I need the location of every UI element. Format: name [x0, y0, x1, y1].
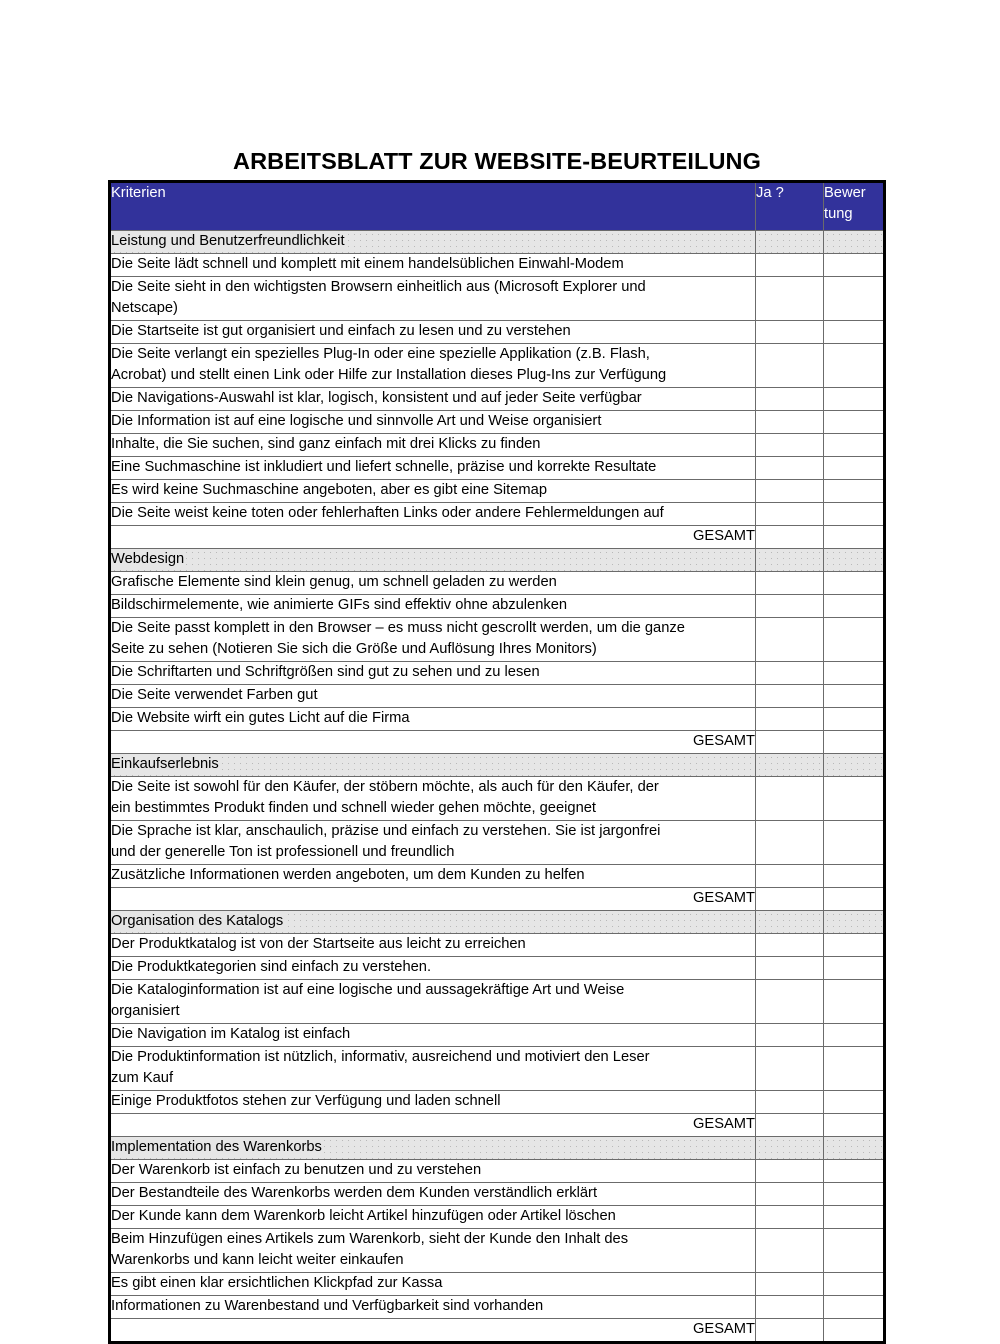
yes-answer-cell[interactable]	[756, 934, 824, 957]
yes-answer-cell[interactable]	[756, 957, 824, 980]
rating-cell[interactable]	[824, 911, 885, 934]
rating-cell[interactable]	[824, 934, 885, 957]
table-body	[110, 231, 885, 1343]
table-row	[110, 549, 885, 572]
criterion-cell	[110, 934, 756, 957]
section-header-cell	[110, 231, 756, 254]
criterion-cell	[110, 388, 756, 411]
yes-answer-cell[interactable]	[756, 888, 824, 911]
criterion-text-line: Eine Suchmaschine ist inkludiert und liefert schnelle, präzise und korrekte Resultate	[111, 459, 657, 475]
table-row	[110, 1206, 885, 1229]
criterion-cell	[110, 777, 756, 821]
criterion-text-line: Die Navigations-Auswahl ist klar, logisch, konsistent und auf jeder Seite verfügbar	[111, 390, 642, 406]
criterion-text-line: Die Website wirft ein gutes Licht auf die Firma	[111, 710, 410, 726]
criterion-cell	[110, 685, 756, 708]
table-row	[110, 344, 885, 388]
criterion-text-line: organisiert	[111, 1002, 180, 1019]
yes-answer-cell[interactable]	[756, 618, 824, 662]
rating-cell[interactable]	[824, 231, 885, 254]
criterion-text-line: Die Startseite ist gut organisiert und einfach zu lesen und zu verstehen	[111, 323, 571, 339]
criterion-cell	[110, 254, 756, 277]
table-row	[110, 662, 885, 685]
criterion-cell	[110, 1273, 756, 1296]
criterion-cell	[110, 957, 756, 980]
criterion-text-line: Der Kunde kann dem Warenkorb leicht Artikel hinzufügen oder Artikel löschen	[111, 1208, 616, 1224]
criterion-text-line: Die Seite verwendet Farben gut	[111, 687, 318, 703]
criterion-text-line: Die Seite passt komplett in den Browser – es muss nicht gescrollt werden, um die ganze	[111, 620, 685, 636]
criterion-text-line: Grafische Elemente sind klein genug, um schnell geladen zu werden	[111, 574, 557, 590]
criterion-cell	[110, 1229, 756, 1273]
criterion-cell	[110, 503, 756, 526]
table-row	[110, 1296, 885, 1319]
table-row	[110, 595, 885, 618]
yes-answer-cell[interactable]	[756, 1319, 824, 1343]
yes-answer-cell[interactable]	[756, 662, 824, 685]
table-row	[110, 277, 885, 321]
table-row	[110, 934, 885, 957]
yes-answer-cell[interactable]	[756, 231, 824, 254]
yes-answer-cell[interactable]	[756, 911, 824, 934]
criterion-text-line: Seite zu sehen (Notieren Sie sich die Größe und Auflösung Ihres Monitors)	[111, 640, 597, 657]
section-header-cell	[110, 1137, 756, 1160]
criterion-cell	[110, 662, 756, 685]
rating-cell[interactable]	[824, 595, 885, 618]
yes-answer-cell[interactable]	[756, 277, 824, 321]
criterion-cell	[110, 1091, 756, 1114]
yes-answer-cell[interactable]	[756, 344, 824, 388]
criterion-cell	[110, 708, 756, 731]
rating-cell[interactable]	[824, 1091, 885, 1114]
criterion-text-line: Informationen zu Warenbestand und Verfügbarkeit sind vorhanden	[111, 1298, 544, 1314]
rating-cell[interactable]	[824, 1114, 885, 1137]
table-row	[110, 231, 885, 254]
criterion-text-line: zum Kauf	[111, 1069, 174, 1086]
criterion-text-line: Die Schriftarten und Schriftgrößen sind gut zu sehen und zu lesen	[111, 664, 540, 680]
rating-cell[interactable]	[824, 1229, 885, 1273]
table-row	[110, 254, 885, 277]
rating-cell[interactable]	[824, 821, 885, 865]
yes-answer-cell[interactable]	[756, 754, 824, 777]
yes-answer-cell[interactable]	[756, 1114, 824, 1137]
criterion-text-line: Es gibt einen klar ersichtlichen Klickpfad zur Kassa	[111, 1275, 443, 1291]
rating-cell[interactable]	[824, 411, 885, 434]
yes-answer-cell[interactable]	[756, 549, 824, 572]
rating-cell[interactable]	[824, 685, 885, 708]
yes-answer-cell[interactable]	[756, 254, 824, 277]
criterion-cell	[110, 411, 756, 434]
criterion-text-line: Die Produktkategorien sind einfach zu verstehen.	[111, 959, 432, 975]
criterion-cell	[110, 1206, 756, 1229]
rating-cell[interactable]	[824, 321, 885, 344]
criterion-cell	[110, 1183, 756, 1206]
section-header-cell	[110, 911, 756, 934]
table-row	[110, 888, 885, 911]
rating-cell[interactable]	[824, 1183, 885, 1206]
yes-answer-cell[interactable]	[756, 1047, 824, 1091]
table-row	[110, 754, 885, 777]
yes-answer-cell[interactable]	[756, 777, 824, 821]
table-row	[110, 434, 885, 457]
yes-answer-cell[interactable]	[756, 1137, 824, 1160]
table-row	[110, 1047, 885, 1091]
yes-answer-cell[interactable]	[756, 1229, 824, 1273]
criterion-text-line: GESAMT	[692, 890, 755, 906]
yes-answer-cell[interactable]	[756, 457, 824, 480]
yes-answer-cell[interactable]	[756, 480, 824, 503]
rating-cell[interactable]	[824, 503, 885, 526]
criterion-text-line: Die Seite lädt schnell und komplett mit einem handelsüblichen Einwahl-Modem	[111, 256, 624, 272]
rating-cell[interactable]	[824, 434, 885, 457]
criterion-cell	[110, 480, 756, 503]
rating-cell[interactable]	[824, 344, 885, 388]
rating-cell[interactable]	[824, 865, 885, 888]
criterion-text-line: Inhalte, die Sie suchen, sind ganz einfach mit drei Klicks zu finden	[111, 436, 541, 452]
table-row	[110, 1273, 885, 1296]
table-row	[110, 1114, 885, 1137]
yes-answer-cell[interactable]	[756, 731, 824, 754]
criterion-cell	[110, 277, 756, 321]
rating-cell[interactable]	[824, 277, 885, 321]
criterion-text-line: Die Sprache ist klar, anschaulich, präzise und einfach zu verstehen. Sie ist jargonfrei	[111, 823, 661, 839]
column-header-rating	[824, 182, 885, 231]
table-row	[110, 731, 885, 754]
criterion-cell	[110, 980, 756, 1024]
rating-cell[interactable]	[824, 457, 885, 480]
criterion-text-line: GESAMT	[692, 1116, 755, 1132]
rating-cell[interactable]	[824, 980, 885, 1024]
criterion-text-line: Webdesign	[111, 549, 186, 570]
criterion-cell	[110, 595, 756, 618]
column-header-rating-line1: Bewer	[824, 185, 866, 201]
criterion-text-line: Zusätzliche Informationen werden angeboten, um dem Kunden zu helfen	[111, 867, 585, 883]
table-row	[110, 777, 885, 821]
table-row	[110, 821, 885, 865]
criterion-text-line: Acrobat) und stellt einen Link oder Hilfe zur Installation dieses Plug-Ins zur Verfügung	[111, 366, 667, 383]
header-row	[110, 182, 885, 231]
table-row	[110, 388, 885, 411]
table-row	[110, 1229, 885, 1273]
rating-cell[interactable]	[824, 708, 885, 731]
table-row	[110, 1319, 885, 1343]
rating-cell[interactable]	[824, 1047, 885, 1091]
table-header	[110, 182, 885, 231]
yes-answer-cell[interactable]	[756, 572, 824, 595]
total-label-cell	[110, 1114, 756, 1137]
total-label-cell	[110, 731, 756, 754]
criterion-text-line: GESAMT	[692, 1321, 755, 1337]
rating-cell[interactable]	[824, 1024, 885, 1047]
yes-answer-cell[interactable]	[756, 1296, 824, 1319]
criterion-text-line: Leistung und Benutzerfreundlichkeit	[111, 231, 347, 252]
criterion-cell	[110, 1047, 756, 1091]
criterion-text-line: Die Seite sieht in den wichtigsten Browsern einheitlich aus (Microsoft Explorer und	[111, 279, 646, 295]
criterion-cell	[110, 457, 756, 480]
yes-answer-cell[interactable]	[756, 388, 824, 411]
table-row	[110, 411, 885, 434]
table-row	[110, 1024, 885, 1047]
criterion-text-line: und der generelle Ton ist professionell und freundlich	[111, 843, 455, 860]
table-row	[110, 526, 885, 549]
rating-cell[interactable]	[824, 1160, 885, 1183]
yes-answer-cell[interactable]	[756, 321, 824, 344]
criterion-text-line: Organisation des Katalogs	[111, 911, 285, 932]
criterion-text-line: Die Seite weist keine toten oder fehlerhaften Links oder andere Fehlermeldungen auf	[111, 505, 664, 521]
yes-answer-cell[interactable]	[756, 503, 824, 526]
criterion-cell	[110, 821, 756, 865]
criterion-text-line: Die Kataloginformation ist auf eine logische und aussagekräftige Art und Weise	[111, 982, 625, 998]
table-row	[110, 480, 885, 503]
rating-cell[interactable]	[824, 1319, 885, 1343]
table-row	[110, 685, 885, 708]
rating-cell[interactable]	[824, 1206, 885, 1229]
rating-cell[interactable]	[824, 1296, 885, 1319]
section-header-cell	[110, 754, 756, 777]
table-row	[110, 957, 885, 980]
column-header-criteria: Kriterien	[110, 182, 756, 231]
rating-cell[interactable]	[824, 957, 885, 980]
table-row	[110, 980, 885, 1024]
criterion-text-line: ein bestimmtes Produkt finden und schnell wieder gehen möchte, geeignet	[111, 799, 596, 816]
page-title: ARBEITSBLATT ZUR WEBSITE-BEURTEILUNG	[233, 148, 761, 174]
yes-answer-cell[interactable]	[756, 1273, 824, 1296]
yes-answer-cell[interactable]	[756, 411, 824, 434]
yes-answer-cell[interactable]	[756, 980, 824, 1024]
rating-cell[interactable]	[824, 388, 885, 411]
total-label-cell	[110, 888, 756, 911]
criterion-text-line: Einkaufserlebnis	[111, 754, 221, 775]
yes-answer-cell[interactable]	[756, 1024, 824, 1047]
criterion-text-line: Implementation des Warenkorbs	[111, 1137, 324, 1158]
criterion-text-line: Der Bestandteile des Warenkorbs werden dem Kunden verständlich erklärt	[111, 1185, 598, 1201]
rating-cell[interactable]	[824, 1137, 885, 1160]
yes-answer-cell[interactable]	[756, 821, 824, 865]
rating-cell[interactable]	[824, 480, 885, 503]
table-row	[110, 572, 885, 595]
rating-cell[interactable]	[824, 754, 885, 777]
yes-answer-cell[interactable]	[756, 865, 824, 888]
criterion-cell	[110, 572, 756, 595]
criterion-text-line: Die Seite ist sowohl für den Käufer, der stöbern möchte, als auch für den Käufer, der	[111, 779, 659, 795]
criterion-text-line: Die Navigation im Katalog ist einfach	[111, 1026, 351, 1042]
criterion-text-line: Beim Hinzufügen eines Artikels zum Warenkorb, sieht der Kunde den Inhalt des	[111, 1231, 629, 1247]
table-row	[110, 618, 885, 662]
criterion-cell	[110, 1296, 756, 1319]
yes-answer-cell[interactable]	[756, 526, 824, 549]
criterion-text-line: Bildschirmelemente, wie animierte GIFs sind effektiv ohne abzulenken	[111, 597, 568, 613]
yes-answer-cell[interactable]	[756, 1206, 824, 1229]
criterion-text-line: Die Seite verlangt ein spezielles Plug-In oder eine spezielle Applikation (z.B. Flash,	[111, 346, 650, 362]
criterion-text-line: GESAMT	[692, 528, 755, 544]
table-row	[110, 457, 885, 480]
total-label-cell	[110, 1319, 756, 1343]
yes-answer-cell[interactable]	[756, 708, 824, 731]
criterion-text-line: GESAMT	[692, 733, 755, 749]
criterion-text-line: Die Information ist auf eine logische und sinnvolle Art und Weise organisiert	[111, 413, 602, 429]
table-row	[110, 321, 885, 344]
table-row	[110, 911, 885, 934]
criterion-cell	[110, 618, 756, 662]
table-row	[110, 1137, 885, 1160]
section-header-cell	[110, 549, 756, 572]
criterion-text-line: Die Produktinformation ist nützlich, informativ, ausreichend und motiviert den Leser	[111, 1049, 650, 1065]
yes-answer-cell[interactable]	[756, 1160, 824, 1183]
rating-cell[interactable]	[824, 572, 885, 595]
yes-answer-cell[interactable]	[756, 434, 824, 457]
table-row	[110, 708, 885, 731]
yes-answer-cell[interactable]	[756, 1091, 824, 1114]
rating-cell[interactable]	[824, 731, 885, 754]
rating-cell[interactable]	[824, 777, 885, 821]
criterion-text-line: Der Produktkatalog ist von der Startseite aus leicht zu erreichen	[111, 936, 526, 952]
yes-answer-cell[interactable]	[756, 685, 824, 708]
table-row	[110, 1091, 885, 1114]
criterion-text-line: Es wird keine Suchmaschine angeboten, aber es gibt eine Sitemap	[111, 482, 547, 498]
criterion-text-line: Netscape)	[111, 299, 178, 316]
table-row	[110, 1183, 885, 1206]
criterion-cell	[110, 434, 756, 457]
table-row	[110, 503, 885, 526]
rating-cell[interactable]	[824, 888, 885, 911]
criterion-cell	[110, 1160, 756, 1183]
total-label-cell	[110, 526, 756, 549]
website-evaluation-table	[108, 180, 886, 1344]
table-row	[110, 865, 885, 888]
rating-cell[interactable]	[824, 618, 885, 662]
criterion-text-line: Der Warenkorb ist einfach zu benutzen und zu verstehen	[111, 1162, 482, 1178]
criterion-cell	[110, 865, 756, 888]
criterion-text-line: Warenkorbs und kann leicht weiter einkaufen	[111, 1251, 404, 1268]
rating-cell[interactable]	[824, 526, 885, 549]
criterion-cell	[110, 344, 756, 388]
criterion-cell	[110, 1024, 756, 1047]
column-header-yes: Ja ?	[756, 182, 824, 231]
criterion-text-line: Einige Produktfotos stehen zur Verfügung und laden schnell	[111, 1093, 501, 1109]
criterion-cell	[110, 321, 756, 344]
rating-cell[interactable]	[824, 662, 885, 685]
rating-cell[interactable]	[824, 1273, 885, 1296]
yes-answer-cell[interactable]	[756, 1183, 824, 1206]
table-row	[110, 1160, 885, 1183]
column-header-rating-line2: tung	[824, 205, 853, 222]
rating-cell[interactable]	[824, 254, 885, 277]
yes-answer-cell[interactable]	[756, 595, 824, 618]
rating-cell[interactable]	[824, 549, 885, 572]
